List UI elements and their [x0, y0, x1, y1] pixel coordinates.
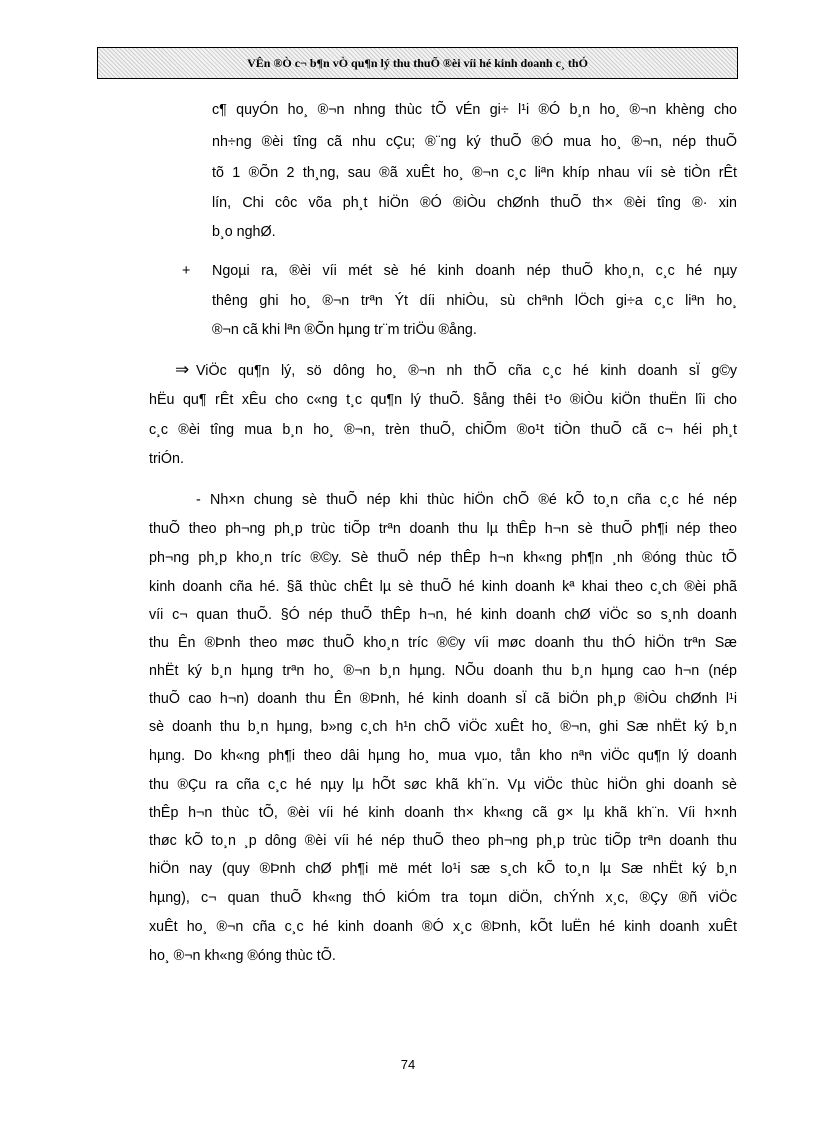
text-line: thu Ên ®Þnh theo møc thuÕ kho¸n tríc ®©y víi møc doanh thu thÓ hiÖn trªn Sæ — [149, 635, 737, 651]
text-line: thêng ghi ho¸ ®¬n trªn Ýt díi nhiÒu, sù chªnh lÖch gi÷a c¸c liªn ho¸ — [212, 293, 737, 309]
text-line: nhËt ký b¸n hµng trªn ho¸ ®¬n b¸n hµng. NÕu doanh thu b¸n hµng cao h¬n (nép — [149, 663, 737, 679]
text-line: hµng), c¬ quan thuÕ kh«ng thÓ kiÓm tra toµn diÖn, chÝnh x¸c, ®Çy ®ñ viÖc — [149, 890, 737, 906]
text-line: ViÖc qu¶n lý, sö dông ho¸ ®¬n nh thÕ cña c¸c hé kinh doanh sÏ g©y — [196, 363, 737, 379]
page-number: 74 — [400, 1057, 416, 1072]
text-line: thuÕ cao h¬n) doanh thu Ên ®Þnh, hé kinh doanh sÏ cã biÖn ph¸p ®iÒu chØnh l¹i — [149, 691, 737, 707]
text-line: c¸c ®èi tîng mua b¸n ho¸ ®¬n, trèn thuÕ, chiÕm ®o¹t tiÒn thuÕ cã c¬ héi ph¸t — [149, 422, 737, 438]
text-line: thu ®Çu ra cña c¸c hé nµy lµ hÕt søc khã kh¨n. Vµ viÖc thùc hiÖn ghi doanh sè — [149, 777, 737, 793]
text-line: triÓn. — [149, 451, 184, 467]
text-line: hiÖn nay (quy ®Þnh chØ ph¶i më mét lo¹i sæ s¸ch kÕ to¸n lµ Sæ nhËt ký b¸n — [149, 861, 737, 877]
text-line: hµng. Do kh«ng ph¶i theo dâi hµng ho¸ mua vµo, tån kho nªn viÖc qu¶n lý doanh — [149, 748, 737, 764]
text-line: - Nh×n chung sè thuÕ nép khi thùc hiÖn chÕ ®é kÕ to¸n cña c¸c hé nép — [196, 492, 737, 508]
text-line: Ngoµi ra, ®èi víi mét sè hé kinh doanh nép thuÕ kho¸n, c¸c hé nµy — [212, 263, 737, 279]
text-line: ®¬n cã khi lªn ®Õn hµng tr¨m triÖu ®ång. — [212, 322, 477, 338]
text-line: tõ 1 ®Õn 2 th¸ng, sau ®ã xuÊt ho¸ ®¬n c¸c liªn khíp nhau víi sè tiÒn rÊt — [212, 165, 737, 181]
text-line: nh÷ng ®èi tîng cã nhu cÇu; ®¨ng ký thuÕ ®Ó mua ho¸ ®¬n, nép thuÕ — [212, 134, 737, 150]
text-line: hËu qu¶ rÊt xÊu cho c«ng t¸c qu¶n lý thuÕ. §ång thêi t¹o ®iÒu kiÖn thuËn lîi cho — [149, 392, 737, 408]
bullet-marker: + — [182, 263, 191, 279]
header-title: VÊn ®Ò c¬ b¶n vÒ qu¶n lý thu thuÕ ®èi víi hé kinh doanh c¸ thÓ — [247, 56, 588, 70]
text-line: b¸o nghØ. — [212, 224, 276, 240]
text-line: thuÕ theo ph¬ng ph¸p trùc tiÕp trªn doanh thu lµ thÊp h¬n sè thuÕ ph¶i nép theo — [149, 521, 737, 537]
text-line: thøc kÕ to¸n ¸p dông ®èi víi hé nép thuÕ theo ph¬ng ph¸p trùc tiÕp trªn doanh thu — [149, 833, 737, 849]
text-line: lín, Chi côc võa ph¸t hiÖn ®Ó ®iÒu chØnh thuÕ th× ®èi tîng ®· xin — [212, 195, 737, 211]
text-line: sè doanh thu b¸n hµng, b»ng c¸ch h¹n chÕ viÖc xuÊt ho¸ ®¬n, ghi Sæ nhËt ký b¸n — [149, 719, 737, 735]
text-line: xuÊt ho¸ ®¬n cña c¸c hé kinh doanh ®Ó x¸c ®Þnh, kÕt luËn hé kinh doanh xuÊt — [149, 919, 737, 935]
page-header — [97, 47, 738, 79]
text-line: ho¸ ®¬n kh«ng ®óng thùc tÕ. — [149, 948, 336, 964]
text-line: c¶ quyÓn ho¸ ®¬n nhng thùc tÕ vÉn gi÷ l¹i ®Ó b¸n ho¸ ®¬n khèng cho — [212, 102, 737, 118]
text-line: víi c¬ quan thuÕ. §Ó nép thuÕ thÊp h¬n, hé kinh doanh chØ viÖc so s¸nh doanh — [149, 607, 737, 623]
arrow-marker: ⇒ — [175, 360, 190, 379]
text-line: ph¬ng ph¸p kho¸n tríc ®©y. Sè thuÕ nép thÊp h¬n kh«ng ph¶n ¸nh ®óng thùc tÕ — [149, 550, 737, 566]
text-line: kinh doanh cña hé. §ã thùc chÊt lµ sè thuÕ hé kinh doanh kª khai theo c¸ch ®èi phã — [149, 579, 737, 595]
text-line: thÊp h¬n thùc tÕ, ®èi víi hé kinh doanh th× kh«ng cã g× lµ khã kh¨n. Víi h×nh — [149, 805, 737, 821]
